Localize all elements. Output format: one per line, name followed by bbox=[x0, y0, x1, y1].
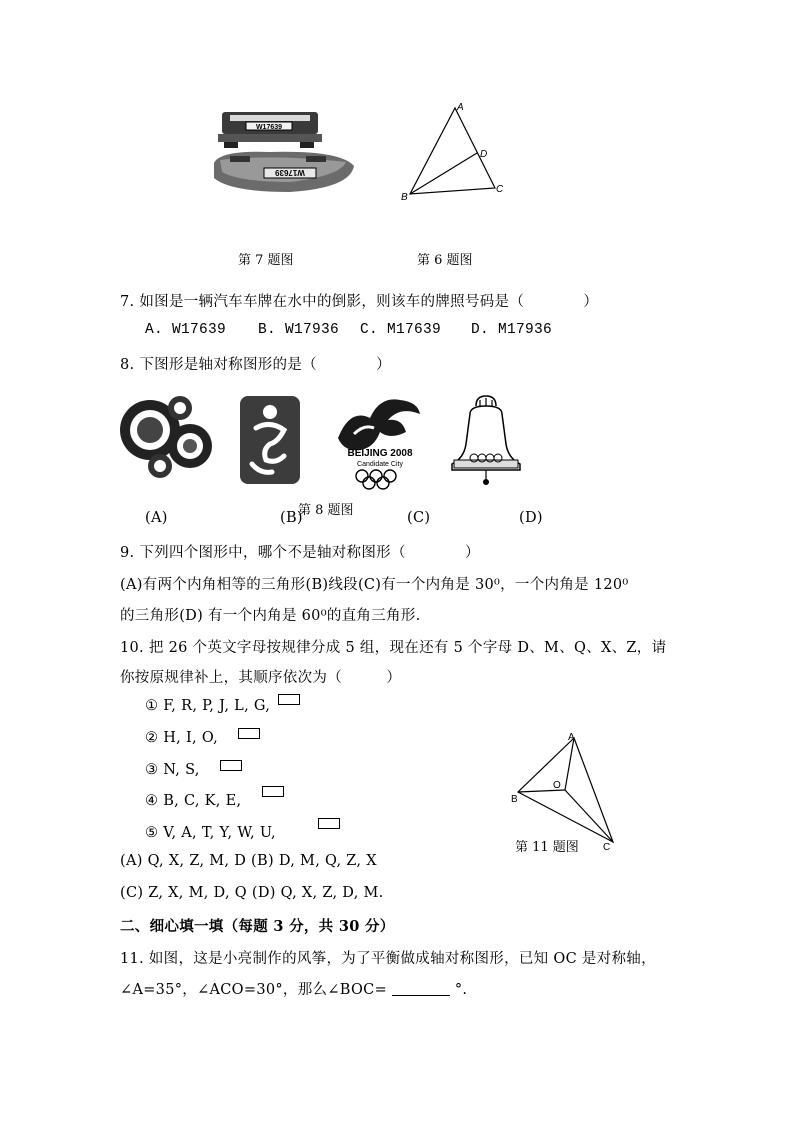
car-plate-text: W17639 bbox=[255, 124, 283, 131]
q11-line2 bbox=[120, 978, 467, 999]
fig11-caption: 第 11 题图 bbox=[515, 840, 579, 855]
q11-line2-post: °. bbox=[454, 982, 468, 998]
logo-a-circles bbox=[118, 388, 214, 482]
q7-stem: 7. 如图是一辆汽车车牌在水中的倒影，则该车的牌照号码是（ ） bbox=[120, 294, 599, 310]
logo-d-bell bbox=[446, 392, 526, 488]
logo-b-seal bbox=[238, 394, 302, 488]
q10-options-line1: (A) Q, X, Z, M, D (B) D, M, Q, Z, X bbox=[120, 853, 377, 869]
label-c: C bbox=[496, 184, 504, 195]
kite-label-b: B bbox=[511, 794, 518, 805]
q10-line2: 你按原规律补上，其顺序依次为（ ） bbox=[120, 670, 402, 686]
answer-box-5[interactable] bbox=[318, 818, 340, 829]
logo-c-text2: Candidate City bbox=[357, 461, 403, 468]
q7-option-d: D. M17936 bbox=[471, 322, 553, 338]
label-d: D bbox=[480, 149, 488, 160]
q8-option-d-label: (D) bbox=[519, 510, 543, 526]
q10-group-4: ④ B, C, K, E, bbox=[145, 793, 242, 809]
kite-label-o: O bbox=[553, 780, 561, 791]
answer-box-4[interactable] bbox=[262, 786, 284, 797]
q10-options-line2: (C) Z, X, M, D, Q (D) Q, X, Z, D, M. bbox=[120, 885, 384, 901]
q11-line2-pre: ∠A=35°，∠ACO=30°，那么∠BOC= bbox=[120, 982, 388, 998]
answer-box-3[interactable] bbox=[220, 760, 242, 771]
kite-label-c: C bbox=[603, 842, 611, 852]
q8-option-c-label: (C) bbox=[407, 510, 431, 526]
reflection-plate-text: W17639 bbox=[275, 168, 305, 177]
logo-c-text1: BEIJING 2008 bbox=[347, 448, 413, 459]
section2-title: 二、细心填一填（每题 3 分，共 30 分） bbox=[120, 918, 395, 935]
q11-answer-blank[interactable] bbox=[392, 983, 450, 996]
q8-option-b-label: (B) bbox=[280, 510, 303, 526]
q9-options-line2: 的三角形(D) 有一个内角是 60⁰的直角三角形. bbox=[120, 608, 421, 624]
kite-figure bbox=[505, 728, 625, 852]
q9-options-line1: (A)有两个内角相等的三角形(B)线段(C)有一个内角是 30⁰，一个内角是 120⁰ bbox=[120, 577, 629, 593]
q10-group-3: ③ N, S, bbox=[145, 762, 200, 778]
answer-box-1[interactable] bbox=[278, 694, 300, 705]
q10-line1: 10. 把 26 个英文字母按规律分成 5 组，现在还有 5 个字母 D、M、Q、X、Z，请 bbox=[120, 640, 667, 656]
label-a: A bbox=[457, 102, 464, 113]
q7-option-c: C. M17639 bbox=[360, 322, 442, 338]
fig6-caption: 第 6 题图 bbox=[417, 253, 473, 268]
fig8-caption: 第 8 题图 bbox=[298, 503, 354, 518]
q10-group-1: ① F, R, P, J, L, G, bbox=[145, 698, 271, 714]
q8-option-a-label: (A) bbox=[145, 510, 168, 526]
q7-option-a: A. W17639 bbox=[145, 322, 227, 338]
q7-option-b: B. W17936 bbox=[258, 322, 340, 338]
fig7-caption: 第 7 题图 bbox=[238, 253, 294, 268]
car-reflection-figure bbox=[210, 108, 360, 196]
q8-stem: 8. 下图形是轴对称图形的是（ ） bbox=[120, 357, 391, 373]
triangle-figure bbox=[398, 100, 508, 204]
q11-line1: 11. 如图，这是小亮制作的风筝，为了平衡做成轴对称图形，已知 OC 是对称轴， bbox=[120, 951, 656, 967]
q10-group-5: ⑤ V, A, T, Y, W, U, bbox=[145, 825, 276, 841]
q9-stem: 9. 下列四个图形中，哪个不是轴对称图形（ ） bbox=[120, 545, 480, 561]
logo-c-beijing2008 bbox=[330, 388, 430, 492]
answer-box-2[interactable] bbox=[238, 728, 260, 739]
label-b: B bbox=[401, 192, 408, 203]
kite-label-a: A bbox=[568, 732, 575, 743]
q10-group-2: ② H, I, O, bbox=[145, 730, 219, 746]
